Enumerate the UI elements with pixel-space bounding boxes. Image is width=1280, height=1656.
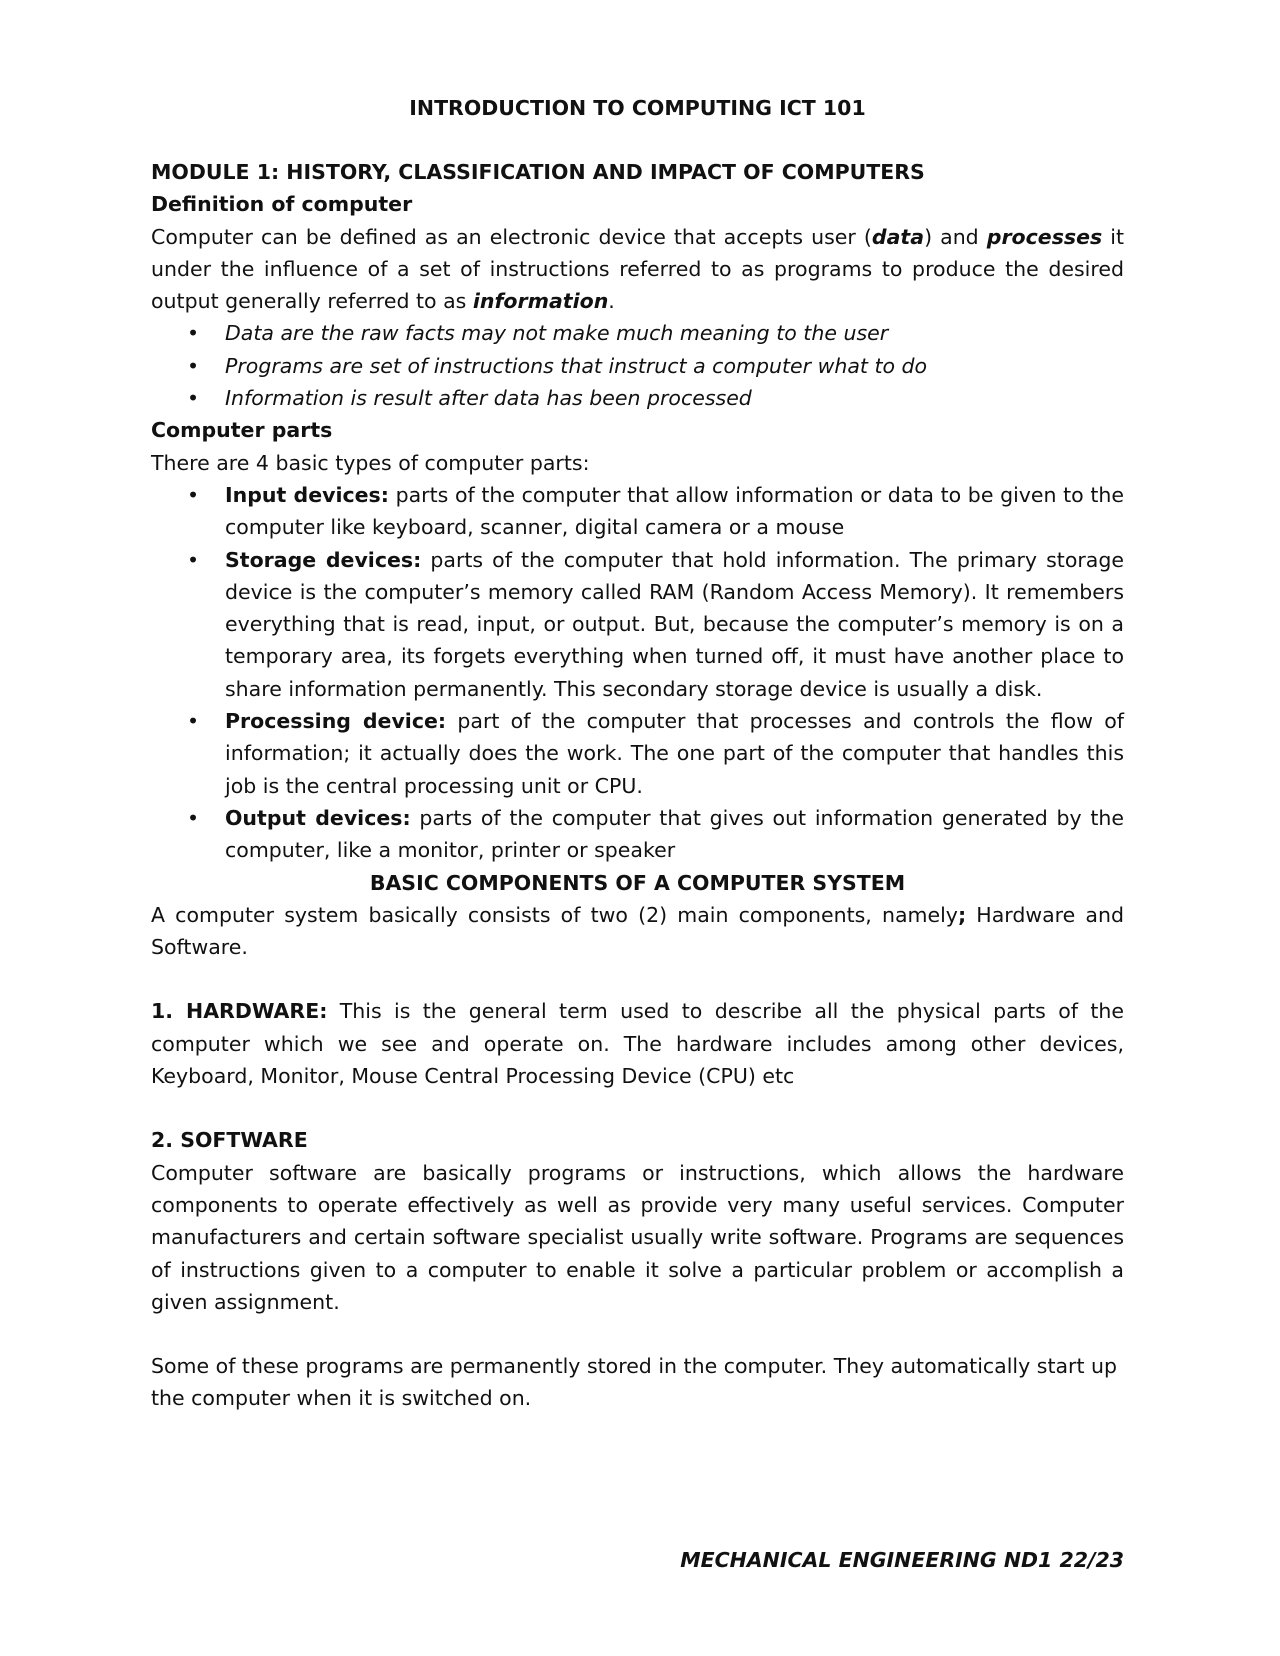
software-heading: 2. SOFTWARE: [151, 1128, 308, 1153]
parts-list: [151, 479, 1124, 867]
parts-heading: Computer parts: [151, 418, 333, 443]
parts-intro: There are 4 basic types of computer parts:: [151, 450, 590, 475]
bullet-icon: •: [187, 547, 200, 572]
definition-paragraph: Computer can be defined as an electronic device that accepts user (data) and processes it under the influence of a set of instructions referred to as programs to produce the desired output generally referred to as information.: [151, 224, 1125, 314]
hardware-term: 1. HARDWARE:: [151, 999, 328, 1024]
bullet-icon: •: [187, 353, 200, 378]
components-heading: BASIC COMPONENTS OF A COMPUTER SYSTEM: [369, 870, 906, 895]
bullet-icon: •: [187, 805, 200, 830]
definition-heading: Definition of computer: [151, 192, 413, 217]
bullet-icon: •: [187, 482, 200, 507]
hardware-paragraph: 1. HARDWARE: This is the general term used to describe all the physical parts of the computer which we see and operate on. The hardware includes among other devices, Keyboard, Monitor, Mouse Central Processing Device (CPU) etc: [151, 999, 1124, 1089]
information-term: information: [472, 289, 609, 314]
list-item: • Data are the raw facts may not make much meaning to the user: [151, 317, 1124, 349]
list-item: • Processing device: part of the computer that processes and controls the flow of information; it actually does the work. The one part of the computer that handles this job is the central processing unit or CPU.: [151, 705, 1124, 802]
list-item: • Programs are set of instructions that instruct a computer what to do: [151, 350, 1124, 382]
components-intro: A computer system basically consists of two (2) main components, namely; Hardware and Software.: [151, 902, 1124, 960]
page-footer: MECHANICAL ENGINEERING ND1 22/23: [680, 1548, 1124, 1572]
list-item: • Input devices: parts of the computer that allow information or data to be given to the computer like keyboard, scanner, digital camera or a mouse: [151, 479, 1124, 544]
list-item: • Information is result after data has been processed: [151, 382, 1124, 414]
document-title: INTRODUCTION TO COMPUTING ICT 101: [409, 96, 866, 120]
module-heading: MODULE 1: HISTORY, CLASSIFICATION AND IMPACT OF COMPUTERS: [151, 160, 925, 184]
definition-bullets: [151, 317, 1124, 414]
software-paragraph-1: Computer software are basically programs or instructions, which allows the hardware components to operate effectively as well as provide very many useful services. Computer manufacturers and certain software specialist usually write software. Programs are sequences of instructions given to a computer to enable it solve a particular problem or accomplish a given assignment.: [151, 1160, 1124, 1314]
bullet-icon: •: [187, 386, 200, 411]
list-item: • Output devices: parts of the computer that gives out information generated by the computer, like a monitor, printer or speaker: [151, 802, 1124, 867]
bullet-icon: •: [187, 321, 200, 346]
list-item: • Storage devices: parts of the computer that hold information. The primary storage device is the computer’s memory called RAM (Random Access Memory). It remembers everything that is read, input, or output. But, because the computer’s memory is on a temporary area, its forgets everything when turned off, it must have another place to share information permanently. This secondary storage device is usually a disk.: [151, 544, 1124, 705]
bullet-icon: •: [187, 709, 200, 734]
processes-term: processes: [986, 224, 1103, 249]
data-term: data: [871, 224, 925, 249]
document-page: [151, 92, 1124, 1415]
software-paragraph-2: Some of these programs are permanently stored in the computer. They automatically start up the computer when it is switched on.: [151, 1354, 1118, 1411]
